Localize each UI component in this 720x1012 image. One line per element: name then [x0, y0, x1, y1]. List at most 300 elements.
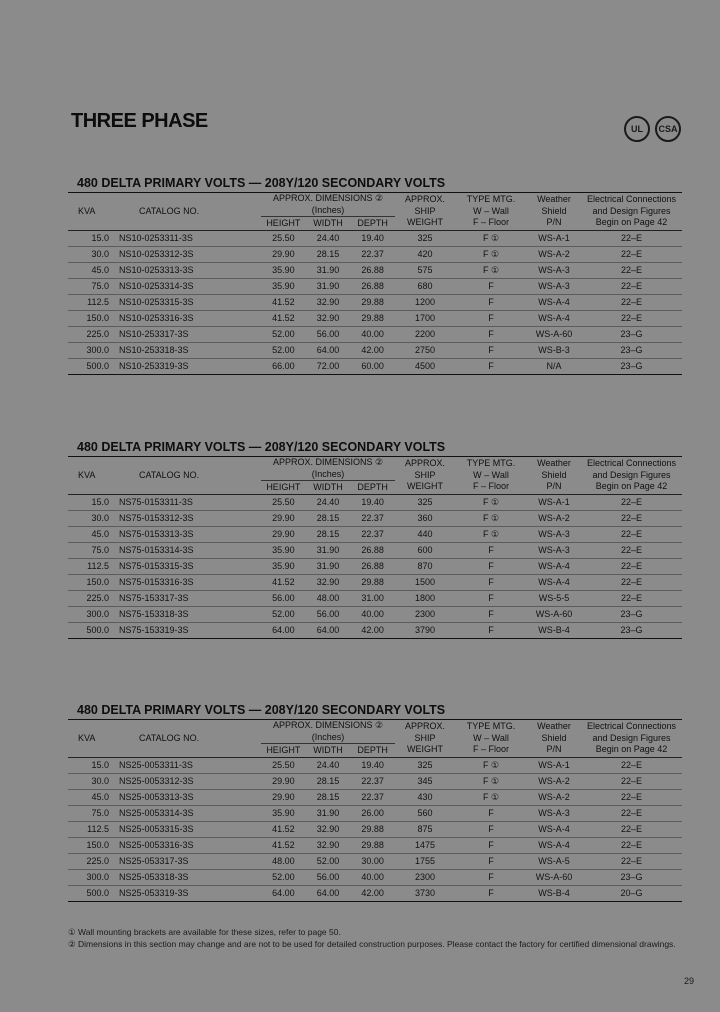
weather-shield-cell: N/A	[546, 360, 562, 371]
weight-cell: 870	[417, 560, 433, 571]
col-electrical-line: and Design Figures	[592, 732, 671, 743]
electrical-cell: 22–E	[620, 312, 643, 323]
table-body	[68, 757, 682, 901]
type-cell: F	[488, 280, 494, 291]
width-cell: 56.00	[316, 871, 340, 882]
table-body	[68, 494, 682, 638]
width-cell: 64.00	[316, 887, 340, 898]
catalog-cell: NS25-053318-3S	[119, 871, 189, 882]
col-type-mtg-line: F – Floor	[472, 744, 509, 754]
depth-cell: 19.40	[361, 232, 384, 243]
table-row	[68, 885, 682, 901]
col-weight-line: SHIP	[414, 469, 436, 480]
section-title: 480 DELTA PRIMARY VOLTS — 208Y/120 SECONDARY VOLTS	[77, 703, 446, 717]
spec-table-section	[68, 176, 682, 375]
type-cell: F	[488, 344, 494, 355]
electrical-cell: 22–E	[620, 759, 643, 770]
kva-cell: 112.5	[87, 560, 109, 571]
depth-cell: 42.00	[361, 344, 384, 355]
type-cell: F	[488, 576, 494, 587]
weather-shield-cell: WS-A-4	[538, 312, 570, 323]
weather-shield-cell: WS-A-4	[538, 823, 570, 834]
table-row	[68, 757, 682, 773]
footnote: ① Wall mounting brackets are available for these sizes, refer to page 50.	[68, 927, 341, 937]
weather-shield-cell: WS-A-2	[538, 512, 570, 523]
weather-shield-cell: WS-A-2	[538, 248, 570, 259]
weight-cell: 345	[417, 775, 433, 786]
kva-cell: 112.5	[87, 823, 109, 834]
depth-cell: 22.37	[361, 512, 384, 523]
col-type-mtg-line: TYPE MTG.	[466, 721, 516, 731]
width-cell: 56.00	[316, 608, 340, 619]
table-row	[68, 342, 682, 358]
col-electrical	[581, 457, 682, 495]
catalog-cell: NS25-053317-3S	[119, 855, 189, 866]
weight-cell: 680	[417, 280, 433, 291]
catalog-cell: NS10-0253311-3S	[119, 232, 193, 243]
table-row	[68, 606, 682, 622]
table-row	[68, 853, 682, 869]
col-electrical-line: Begin on Page 42	[595, 217, 668, 227]
depth-cell: 29.88	[361, 296, 384, 307]
weight-cell: 2300	[414, 608, 436, 619]
col-type-mtg-line: W – Wall	[473, 205, 509, 216]
type-cell: F	[488, 871, 494, 882]
electrical-cell: 22–E	[620, 791, 643, 802]
type-cell: F	[488, 823, 494, 834]
type-cell: F ①	[482, 248, 500, 259]
width-cell: 56.00	[316, 328, 340, 339]
table-header	[68, 193, 682, 231]
type-cell: F	[488, 296, 494, 307]
kva-cell: 45.0	[91, 528, 109, 539]
weight-cell: 420	[417, 248, 433, 259]
dimensions-unit: (Inches)	[311, 731, 345, 742]
width-cell: 31.90	[316, 280, 340, 291]
electrical-cell: 22–E	[620, 807, 643, 818]
weight-cell: 325	[417, 759, 433, 770]
width-cell: 52.00	[316, 855, 340, 866]
type-cell: F	[488, 608, 494, 619]
weather-shield-cell: WS-A-3	[538, 280, 570, 291]
weight-cell: 3730	[414, 887, 436, 898]
col-weight	[395, 720, 455, 758]
col-type-mtg-line: TYPE MTG.	[466, 194, 516, 204]
height-cell: 48.00	[272, 855, 295, 866]
col-weight-line: APPROX.	[404, 194, 445, 204]
catalog-cell: NS75-0153312-3S	[119, 512, 194, 523]
electrical-cell: 22–E	[620, 560, 643, 571]
height-cell: 25.50	[272, 759, 295, 770]
kva-cell: 500.0	[86, 624, 109, 635]
depth-cell: 26.88	[361, 544, 384, 555]
col-electrical	[581, 720, 682, 758]
col-electrical-line: Electrical Connections	[586, 721, 677, 731]
col-weather-shield	[527, 193, 581, 231]
type-cell: F ①	[482, 528, 500, 539]
kva-cell: 75.0	[91, 280, 109, 291]
weather-shield-cell: WS-A-4	[538, 296, 570, 307]
width-cell: 72.00	[316, 360, 340, 371]
height-cell: 35.90	[272, 560, 295, 571]
footnotes	[68, 926, 688, 950]
kva-cell: 30.0	[91, 512, 109, 523]
weight-cell: 1800	[414, 592, 436, 603]
width-cell: 28.15	[316, 775, 340, 786]
table-row	[68, 358, 682, 374]
weather-shield-cell: WS-5-5	[538, 592, 570, 603]
col-electrical-line: and Design Figures	[592, 205, 671, 216]
type-cell: F	[488, 312, 494, 323]
catalog-cell: NS10-0253313-3S	[119, 264, 194, 275]
catalog-cell: NS10-0253315-3S	[119, 296, 194, 307]
kva-cell: 225.0	[86, 328, 109, 339]
col-type-mtg-line: F – Floor	[472, 217, 509, 227]
table-row	[68, 494, 682, 510]
weather-shield-cell: WS-B-4	[538, 887, 570, 898]
electrical-cell: 23–G	[620, 360, 643, 371]
table-row	[68, 510, 682, 526]
width-cell: 28.15	[316, 528, 340, 539]
col-type-mtg	[455, 193, 527, 231]
electrical-cell: 22–E	[620, 528, 643, 539]
height-cell: 29.90	[272, 512, 295, 523]
weight-cell: 4500	[414, 360, 436, 371]
width-cell: 24.40	[316, 232, 340, 243]
weather-shield-cell: WS-A-1	[538, 232, 570, 243]
catalog-cell: NS75-0153315-3S	[119, 560, 194, 571]
col-weather-shield	[527, 720, 581, 758]
catalog-cell: NS25-0053315-3S	[119, 823, 194, 834]
table-header	[68, 457, 682, 495]
height-cell: 52.00	[272, 871, 295, 882]
table-row	[68, 805, 682, 821]
table-header	[68, 720, 682, 758]
electrical-cell: 22–E	[620, 248, 643, 259]
col-kva: KVA	[78, 469, 96, 480]
depth-cell: 29.88	[361, 576, 384, 587]
width-cell: 28.15	[316, 791, 340, 802]
width-cell: 31.90	[316, 807, 340, 818]
col-weight	[395, 193, 455, 231]
weight-cell: 2200	[414, 328, 436, 339]
weather-shield-cell: WS-A-1	[538, 496, 570, 507]
height-cell: 41.52	[272, 839, 295, 850]
col-weight-line: WEIGHT	[407, 481, 443, 491]
table-row	[68, 246, 682, 262]
col-electrical-line: Begin on Page 42	[595, 744, 668, 754]
col-weather-shield-line: P/N	[546, 217, 562, 227]
col-height: HEIGHT	[266, 482, 301, 492]
height-cell: 25.50	[272, 232, 295, 243]
table-row	[68, 590, 682, 606]
col-weather-shield-line: Weather	[537, 194, 571, 204]
type-cell: F	[488, 328, 494, 339]
catalog-cell: NS25-053319-3S	[119, 887, 189, 898]
weather-shield-cell: WS-B-4	[538, 624, 570, 635]
weight-cell: 2300	[414, 871, 436, 882]
height-cell: 35.90	[272, 280, 295, 291]
weight-cell: 440	[417, 528, 433, 539]
table-row	[68, 526, 682, 542]
type-cell: F ①	[482, 759, 500, 770]
table-row	[68, 558, 682, 574]
weight-cell: 575	[417, 264, 433, 275]
width-cell: 32.90	[316, 296, 340, 307]
width-cell: 64.00	[316, 624, 340, 635]
col-dimensions	[261, 720, 395, 744]
type-cell: F	[488, 592, 494, 603]
table-row	[68, 326, 682, 342]
kva-cell: 15.0	[91, 759, 109, 770]
page-number: 29	[683, 976, 694, 986]
height-cell: 66.00	[272, 360, 295, 371]
width-cell: 28.15	[316, 512, 340, 523]
electrical-cell: 23–G	[620, 871, 643, 882]
table-body	[68, 230, 682, 374]
depth-cell: 26.88	[361, 560, 384, 571]
type-cell: F	[488, 560, 494, 571]
catalog-cell: NS75-0153313-3S	[119, 528, 194, 539]
weight-cell: 1755	[414, 855, 436, 866]
depth-cell: 40.00	[361, 608, 384, 619]
height-cell: 56.00	[272, 592, 295, 603]
electrical-cell: 22–E	[620, 855, 643, 866]
type-cell: F	[488, 887, 494, 898]
catalog-cell: NS10-253318-3S	[119, 344, 189, 355]
catalog-cell: NS25-0053313-3S	[119, 791, 194, 802]
height-cell: 64.00	[272, 887, 295, 898]
header-row	[68, 193, 682, 217]
depth-cell: 30.00	[361, 855, 384, 866]
type-cell: F ①	[482, 775, 500, 786]
height-cell: 64.00	[272, 624, 295, 635]
section-title: 480 DELTA PRIMARY VOLTS — 208Y/120 SECONDARY VOLTS	[77, 176, 446, 190]
col-weather-shield-line: Shield	[541, 732, 567, 743]
col-height: HEIGHT	[266, 218, 301, 228]
kva-cell: 150.0	[86, 312, 109, 323]
col-type-mtg-line: W – Wall	[473, 469, 509, 480]
catalog-cell: NS25-0053314-3S	[119, 807, 194, 818]
electrical-cell: 22–E	[620, 296, 643, 307]
dimensions-label: APPROX. DIMENSIONS ②	[272, 193, 384, 203]
weight-cell: 325	[417, 232, 433, 243]
col-electrical-line: and Design Figures	[592, 469, 671, 480]
kva-cell: 225.0	[86, 855, 109, 866]
col-weather-shield-line: Weather	[537, 721, 571, 731]
col-weight-line: SHIP	[414, 732, 436, 743]
catalog-cell: NS10-0253314-3S	[119, 280, 194, 291]
col-kva: KVA	[78, 732, 96, 743]
kva-cell: 500.0	[86, 887, 109, 898]
electrical-cell: 22–E	[620, 839, 643, 850]
col-height: HEIGHT	[266, 745, 301, 755]
weight-cell: 1475	[414, 839, 436, 850]
weather-shield-cell: WS-A-3	[538, 544, 570, 555]
width-cell: 32.90	[316, 576, 340, 587]
depth-cell: 26.88	[361, 264, 384, 275]
catalog-cell: NS75-0153316-3S	[119, 576, 194, 587]
catalog-cell: NS75-0153311-3S	[119, 496, 193, 507]
electrical-cell: 23–G	[620, 624, 643, 635]
type-cell: F	[488, 624, 494, 635]
spec-table	[68, 719, 682, 902]
kva-cell: 75.0	[91, 807, 109, 818]
depth-cell: 31.00	[361, 592, 384, 603]
type-cell: F	[488, 807, 494, 818]
weight-cell: 2750	[414, 344, 436, 355]
col-weight-line: APPROX.	[404, 721, 445, 731]
catalog-cell: NS25-0053316-3S	[119, 839, 194, 850]
col-electrical	[581, 193, 682, 231]
table-row	[68, 821, 682, 837]
table-row	[68, 869, 682, 885]
type-cell: F ①	[482, 264, 500, 275]
col-weather-shield-line: Weather	[537, 458, 571, 468]
col-weather-shield-line: Shield	[541, 205, 567, 216]
height-cell: 52.00	[272, 608, 295, 619]
weather-shield-cell: WS-A-4	[538, 560, 570, 571]
width-cell: 32.90	[316, 312, 340, 323]
table-row	[68, 262, 682, 278]
weight-cell: 1500	[414, 576, 436, 587]
csa-logo: CSA	[655, 116, 681, 142]
depth-cell: 22.37	[361, 791, 384, 802]
catalog-cell: NS10-253319-3S	[119, 360, 189, 371]
col-depth: DEPTH	[357, 218, 388, 228]
catalog-cell: NS75-153319-3S	[119, 624, 189, 635]
kva-cell: 500.0	[86, 360, 109, 371]
electrical-cell: 23–G	[620, 344, 643, 355]
height-cell: 29.90	[272, 528, 295, 539]
weather-shield-cell: WS-A-3	[538, 264, 570, 275]
height-cell: 35.90	[272, 807, 295, 818]
table-row	[68, 789, 682, 805]
depth-cell: 26.88	[361, 280, 384, 291]
weather-shield-cell: WS-A-60	[535, 871, 573, 882]
spec-table	[68, 456, 682, 639]
kva-cell: 75.0	[91, 544, 109, 555]
height-cell: 52.00	[272, 344, 295, 355]
depth-cell: 29.88	[361, 823, 384, 834]
col-weather-shield	[527, 457, 581, 495]
electrical-cell: 20–G	[620, 887, 643, 898]
type-cell: F ①	[482, 512, 500, 523]
electrical-cell: 22–E	[620, 496, 643, 507]
height-cell: 41.52	[272, 823, 295, 834]
electrical-cell: 22–E	[620, 592, 643, 603]
width-cell: 32.90	[316, 823, 340, 834]
spec-table-section	[68, 440, 682, 639]
kva-cell: 150.0	[86, 839, 109, 850]
weight-cell: 325	[417, 496, 433, 507]
height-cell: 35.90	[272, 264, 295, 275]
depth-cell: 22.37	[361, 248, 384, 259]
weight-cell: 1200	[414, 296, 436, 307]
col-electrical-line: Begin on Page 42	[595, 481, 668, 491]
ul-logo: UL	[624, 116, 650, 142]
weight-cell: 1700	[414, 312, 436, 323]
type-cell: F	[488, 855, 494, 866]
weight-cell: 360	[417, 512, 433, 523]
catalog-cell: NS75-0153314-3S	[119, 544, 194, 555]
type-cell: F ①	[482, 496, 500, 507]
width-cell: 31.90	[316, 264, 340, 275]
depth-cell: 19.40	[361, 496, 384, 507]
depth-cell: 19.40	[361, 759, 384, 770]
kva-cell: 30.0	[91, 248, 109, 259]
spec-table-section	[68, 703, 682, 902]
electrical-cell: 22–E	[620, 280, 643, 291]
type-cell: F	[488, 544, 494, 555]
table-row	[68, 310, 682, 326]
col-depth: DEPTH	[357, 482, 388, 492]
electrical-cell: 23–G	[620, 328, 643, 339]
weather-shield-cell: WS-A-2	[538, 775, 570, 786]
spec-table	[68, 192, 682, 375]
kva-cell: 300.0	[86, 608, 109, 619]
dimensions-label: APPROX. DIMENSIONS ②	[272, 457, 384, 467]
kva-cell: 45.0	[91, 791, 109, 802]
col-dimensions	[261, 193, 395, 217]
table-row	[68, 622, 682, 638]
height-cell: 41.52	[272, 312, 295, 323]
col-type-mtg-line: TYPE MTG.	[466, 458, 516, 468]
header-row	[68, 457, 682, 481]
electrical-cell: 22–E	[620, 264, 643, 275]
weight-cell: 600	[417, 544, 433, 555]
depth-cell: 26.00	[361, 807, 384, 818]
depth-cell: 40.00	[361, 328, 384, 339]
height-cell: 41.52	[272, 576, 295, 587]
electrical-cell: 22–E	[620, 544, 643, 555]
header-row	[68, 720, 682, 744]
weather-shield-cell: WS-A-5	[538, 855, 570, 866]
width-cell: 28.15	[316, 248, 340, 259]
col-depth: DEPTH	[357, 745, 388, 755]
col-weight-line: APPROX.	[404, 458, 445, 468]
table-row	[68, 542, 682, 558]
weather-shield-cell: WS-A-2	[538, 791, 570, 802]
section-title: 480 DELTA PRIMARY VOLTS — 208Y/120 SECONDARY VOLTS	[77, 440, 446, 454]
col-type-mtg-line: F – Floor	[472, 481, 509, 491]
weight-cell: 875	[417, 823, 433, 834]
col-type-mtg	[455, 720, 527, 758]
kva-cell: 15.0	[91, 496, 109, 507]
kva-cell: 30.0	[91, 775, 109, 786]
catalog-cell: NS75-153318-3S	[119, 608, 189, 619]
width-cell: 32.90	[316, 839, 340, 850]
page-title: THREE PHASE	[71, 110, 208, 132]
col-weight-line: SHIP	[414, 205, 436, 216]
table-row	[68, 773, 682, 789]
kva-cell: 150.0	[86, 576, 109, 587]
kva-cell: 15.0	[91, 232, 109, 243]
col-width: WIDTH	[313, 745, 343, 755]
col-weight-line: WEIGHT	[407, 744, 443, 754]
height-cell: 29.90	[272, 248, 295, 259]
electrical-cell: 22–E	[620, 823, 643, 834]
kva-cell: 300.0	[86, 871, 109, 882]
col-electrical-line: Electrical Connections	[586, 194, 677, 204]
width-cell: 64.00	[316, 344, 340, 355]
depth-cell: 22.37	[361, 528, 384, 539]
weather-shield-cell: WS-A-1	[538, 759, 570, 770]
electrical-cell: 22–E	[620, 775, 643, 786]
depth-cell: 29.88	[361, 839, 384, 850]
col-type-mtg-line: W – Wall	[473, 732, 509, 743]
weather-shield-cell: WS-A-60	[535, 328, 573, 339]
